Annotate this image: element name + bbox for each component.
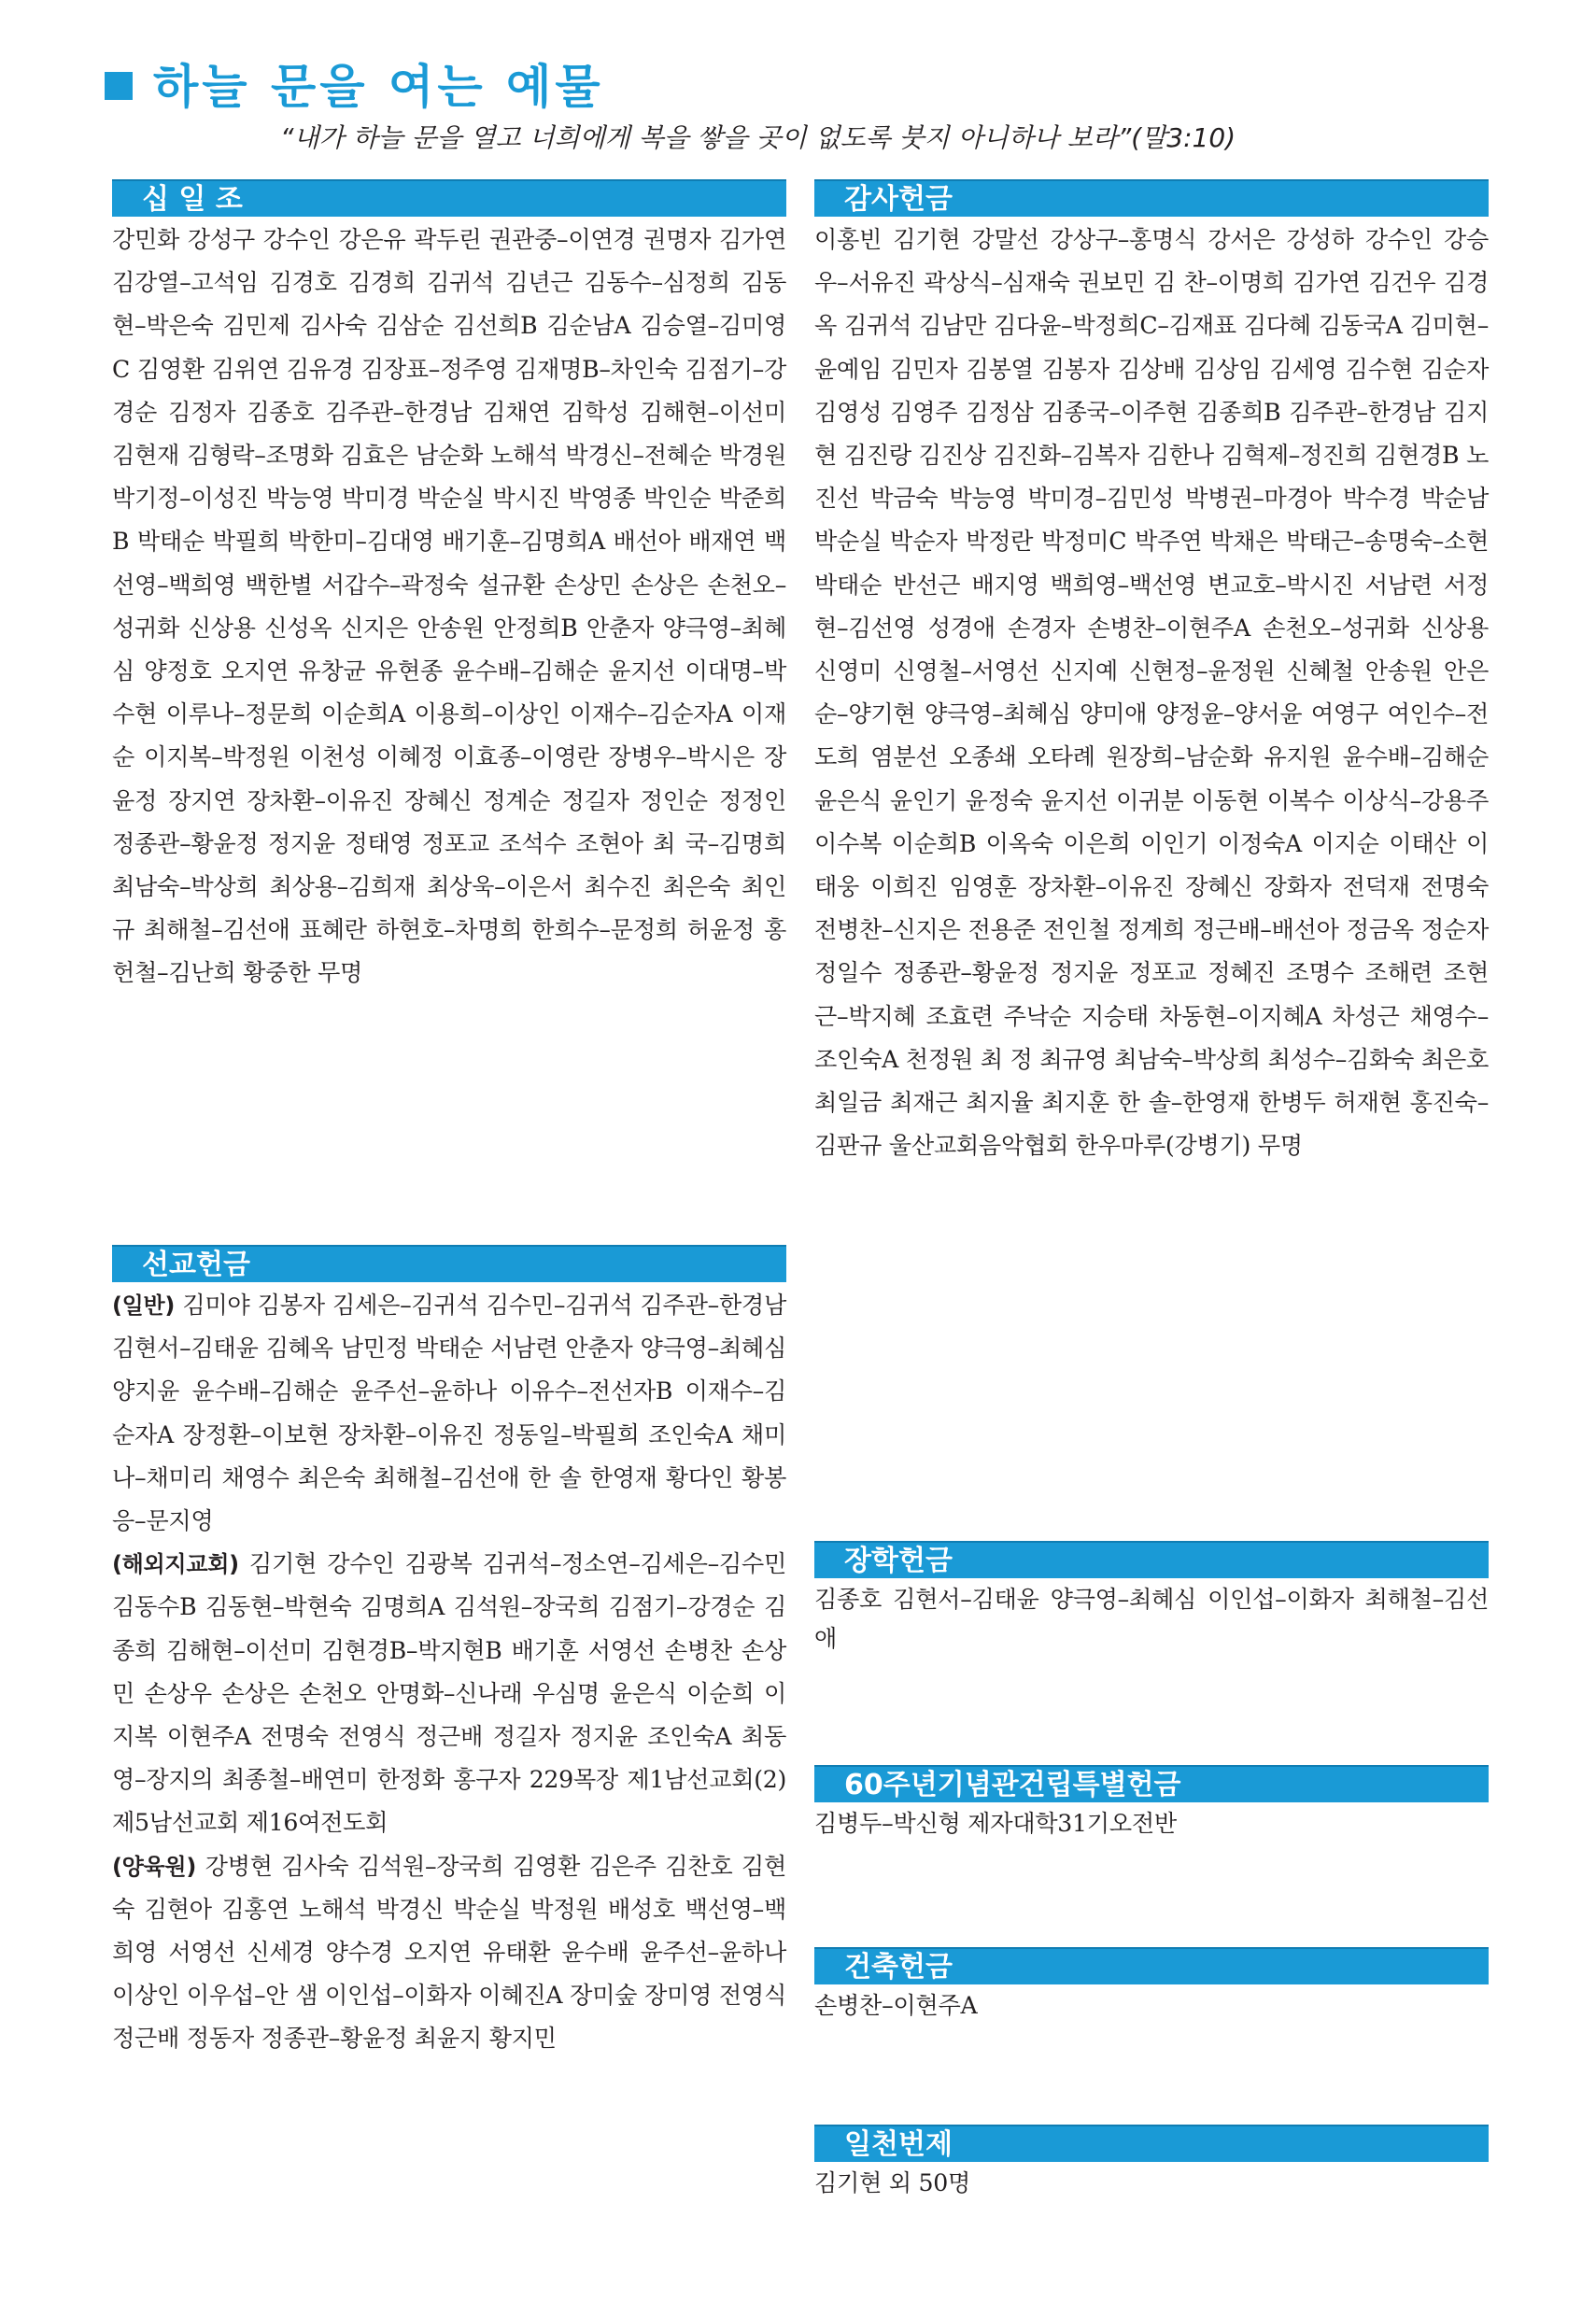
mission-orphanage-tag: (양육원) bbox=[112, 1853, 196, 1880]
mission-general-text: 김미야 김봉자 김세은–김귀석 김수민–김귀석 김주관–한경남 김현서–김태윤 김혜옥 남민정 박태순 서남련 안춘자 양극영–최혜심 양지윤 윤수배–김해순 윤주선–윤하나 이유수–전선자B 이재수–김순자A 장정환–이보현 장차환–이유진 정동일–박필희 조인숙A 채미나–채미리 채영수 최은숙 최해철–김선애 한 솔 한영재 황다인 황봉응–문지영 bbox=[112, 1292, 786, 1535]
section-mission bbox=[112, 1245, 786, 2061]
section-building bbox=[814, 1947, 1489, 2026]
section-body-tithe: 강민화 강성구 강수인 강은유 곽두린 권관중–이연경 권명자 김가연 김강열–고석임 김경호 김경희 김귀석 김년근 김동수–심정희 김동현–박은숙 김민제 김사숙 김삼순 김선희B 김순남A 김승열–김미영C 김영환 김위연 김유경 김장표–정주영 김재명B–차인숙 김점기–강경순 김정자 김종호 김주관–한경남 김채연 김학성 김해현–이선미 김현재 김형락–조명화 김효은 남순화 노해석 박경신–전혜순 박경원 박기정–이성진 박능영 박미경 박순실 박시진 박영종 박인순 박준희B 박태순 박필희 박한미–김대영 배기훈–김명희A 배선아 배재연 백선영–백희영 백한별 서갑수–곽정숙 설규환 손상민 손상은 손천오–성귀화 신상용 신성옥 신지은 안송원 안정희B 안춘자 양극영–최혜심 양정호 오지연 유창균 유현종 윤수배–김해순 윤지선 이대명–박수현 이루나–정문희 이순희A 이용희–이상인 이재수–김순자A 이재순 이지복–박정원 이천성 이혜정 이효종–이영란 장병우–박시은 장윤정 장지연 장차환–이유진 장혜신 정계순 정길자 정인순 정정인 정종관–황윤정 정지윤 정태영 정포교 조석수 조현아 최 국–김명희 최남숙–박상희 최상용–김희재 최상욱–이은서 최수진 최은숙 최인규 최해철–김선애 표혜란 하현호–차명희 한희수–문정희 허윤정 홍헌철–김난희 황중한 무명 bbox=[112, 226, 786, 987]
mission-overseas-tag: (해외지교회) bbox=[112, 1551, 239, 1578]
section-scholarship bbox=[814, 1541, 1489, 1659]
mission-overseas-text: 김기현 강수인 김광복 김귀석–정소연–김세은–김수민 김동수B 김동현–박현숙 김명희A 김석원–장국희 김점기–강경순 김종희 김해현–이선미 김현경B–박지현B 배기훈 서영선 손병찬 손상민 손상우 손상은 손천오 안명화–신나래 우심명 윤은식 이순희 이지복 이현주A 전명숙 전영식 정근배 정길자 정지윤 조인숙A 최동영–장지의 최종철–배연미 한정화 홍구자 229목장 제1남선교회(2) 제5남선교회 제16여전도회 bbox=[112, 1550, 786, 1837]
page-title: 하늘 문을 여는 예물 bbox=[153, 60, 604, 114]
section-anniversary bbox=[814, 1765, 1489, 1843]
section-thanks bbox=[814, 179, 1489, 1167]
section-body-thanks: 이홍빈 김기현 강말선 강상구–홍명식 강서은 강성하 강수인 강승우–서유진 곽상식–심재숙 권보민 김 찬–이명희 김가연 김건우 김경옥 김귀석 김남만 김다윤–박정희C–김재표 김다혜 김동국A 김미현–윤예임 김민자 김봉열 김봉자 김상배 김상임 김세영 김수현 김순자 김영성 김영주 김정삼 김종국–이주현 김종희B 김주관–한경남 김지현 김진랑 김진상 김진화–김복자 김한나 김혁제–정진희 김현경B 노진선 박금숙 박능영 박미경–김민성 박병권–마경아 박수경 박순남 박순실 박순자 박정란 박정미C 박주연 박채은 박태근–송명숙–소현 박태순 반선근 배지영 백희영–백선영 변교호–박시진 서남련 서정현–김선영 성경애 손경자 손병찬–이현주A 손천오–성귀화 신상용 신영미 신영철–서영선 신지예 신현정–윤정원 신혜철 안송원 안은순–양기현 양극영–최혜심 양미애 양정윤–양서윤 여영구 여인수–전도희 염분선 오종쇄 오타례 원장희–남순화 유지원 윤수배–김해순 윤은식 윤인기 윤정숙 윤지선 이귀분 이동현 이복수 이상식–강용주 이수복 이순희B 이옥숙 이은희 이인기 이정숙A 이지순 이태산 이태웅 이희진 임영훈 장차환–이유진 장혜신 장화자 전덕재 전명숙 전병찬–신지은 전용준 전인철 정계희 정근배–배선아 정금옥 정순자 정일수 정종관–황윤정 정지윤 정포교 정혜진 조명수 조해련 조현근–박지혜 조효련 주낙순 지승태 차동현–이지혜A 차성근 채영수–조인숙A 천정원 최 정 최규영 최남숙–박상희 최성수–김화숙 최은호 최일금 최재근 최지율 최지훈 한 솔–한영재 한병두 허재현 홍진숙–김판규 울산교회음악협회 한우마루(강병기) 무명 bbox=[814, 226, 1489, 1160]
section-body-anniversary: 김병두–박신형 제자대학31기오전반 bbox=[814, 1810, 1177, 1837]
section-header-ilcheon: 일천번제 bbox=[814, 2125, 1489, 2162]
section-body-scholarship: 김종호 김현서–김태윤 양극영–최혜심 이인섭–이화자 최해철–김선애 bbox=[814, 1586, 1489, 1652]
section-body-mission bbox=[112, 1284, 786, 2061]
title-bullet-square-icon bbox=[105, 72, 133, 100]
section-tithe bbox=[112, 179, 786, 996]
section-header-building: 건축헌금 bbox=[814, 1947, 1489, 1984]
page-header bbox=[105, 47, 1505, 120]
mission-orphanage-text: 강병현 김사숙 김석원–장국희 김영환 김은주 김찬호 김현숙 김현아 김홍연 노해석 박경신 박순실 박정원 배성호 백선영–백희영 서영선 신세경 양수경 오지연 유태환 윤수배 윤주선–윤하나 이상인 이우섭–안 샘 이인섭–이화자 이혜진A 장미숲 장미영 전영식 정근배 정동자 정종관–황윤정 최윤지 황지민 bbox=[112, 1852, 786, 2053]
section-ilcheon bbox=[814, 2125, 1489, 2203]
section-header-mission: 선교헌금 bbox=[112, 1245, 786, 1282]
bible-verse: “내가 하늘 문을 열고 너희에게 복을 쌓을 곳이 없도록 붓지 아니하나 보라”(말3:10) bbox=[280, 122, 1236, 153]
title-row bbox=[105, 47, 1505, 120]
section-header-thanks: 감사헌금 bbox=[814, 179, 1489, 217]
section-header-tithe: 십 일 조 bbox=[112, 179, 786, 217]
section-header-anniversary: 60주년기념관건립특별헌금 bbox=[814, 1765, 1489, 1802]
mission-general-tag: (일반) bbox=[112, 1292, 176, 1319]
section-body-building: 손병찬–이현주A bbox=[814, 1992, 978, 2019]
section-header-scholarship: 장학헌금 bbox=[814, 1541, 1489, 1578]
section-body-ilcheon: 김기현 외 50명 bbox=[814, 2169, 971, 2196]
